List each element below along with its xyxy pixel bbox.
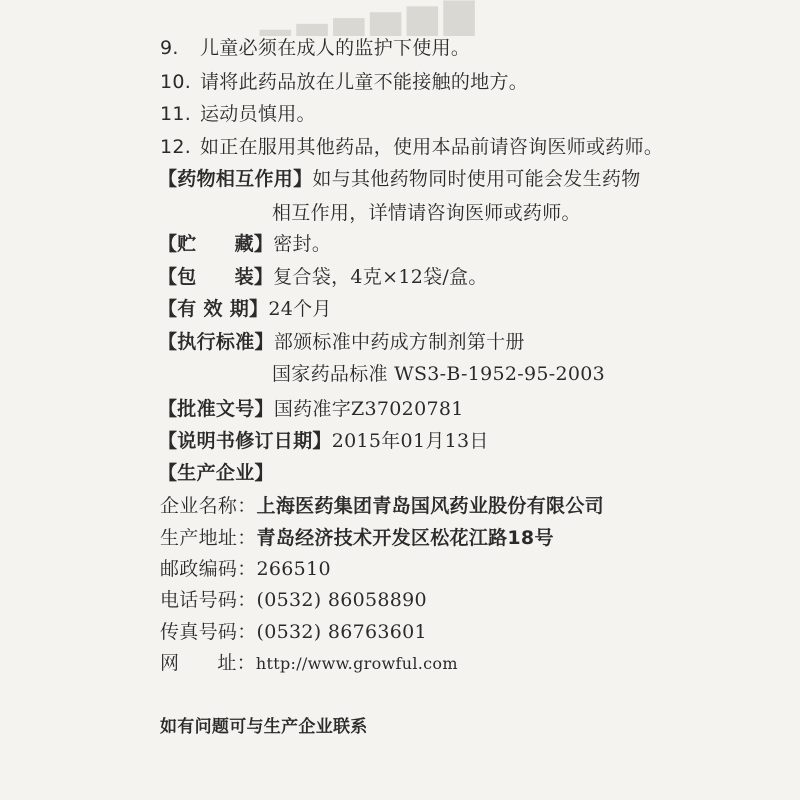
manufacturer-postcode-row	[160, 557, 331, 581]
warning-item	[160, 70, 528, 94]
standard-row	[158, 330, 525, 354]
contact-note-text: 如有问题可与生产企业联系	[160, 717, 368, 737]
interaction-label: 【药物相互作用】	[158, 168, 313, 190]
approval-label: 【批准文号】	[158, 398, 274, 420]
manufacturer-heading	[158, 461, 274, 485]
bleed-through-heading: ▁▂▃▄▅▆	[260, 0, 481, 36]
warning-text: 运动员慎用。	[200, 103, 316, 125]
manufacturer-fax-row	[160, 620, 427, 644]
packaging-row	[158, 265, 488, 289]
validity-label: 【有 效 期】	[158, 298, 269, 320]
interaction-row	[158, 167, 641, 191]
approval-value: 国药准字Z37020781	[273, 398, 464, 420]
warning-number: 10.	[160, 71, 192, 93]
phone-value: (0532) 86058890	[256, 589, 427, 611]
storage-value: 密封。	[273, 233, 332, 255]
manufacturer-name-row	[160, 494, 604, 518]
warning-item	[160, 36, 470, 60]
packaging-value: 复合袋，4克×12袋/盒。	[273, 266, 488, 288]
standard-value-continued: 国家药品标准 WS3-B-1952-95-2003	[272, 363, 606, 385]
storage-row	[158, 232, 331, 256]
fax-label: 传真号码：	[160, 621, 257, 643]
packaging-label-left: 【包	[158, 266, 197, 288]
address-label: 生产地址：	[160, 527, 257, 549]
contact-note	[160, 715, 368, 739]
address-value: 青岛经济技术开发区松花江路18号	[256, 527, 554, 549]
warning-item	[160, 102, 316, 126]
interaction-text: 如与其他药物同时使用可能会发生药物	[312, 168, 641, 190]
standard-label: 【执行标准】	[158, 331, 274, 353]
fax-value: (0532) 86763601	[256, 621, 427, 643]
manufacturer-address-row	[160, 526, 554, 550]
manufacturer-label: 【生产企业】	[158, 462, 274, 484]
warning-number: 9.	[160, 37, 179, 59]
packaging-label-right: 装】	[234, 266, 274, 288]
standard-value: 部颁标准中药成方制剂第十册	[273, 331, 525, 353]
standard-continuation	[272, 362, 605, 386]
manufacturer-phone-row	[160, 588, 427, 612]
postcode-label: 邮政编码：	[160, 558, 257, 580]
postcode-value: 266510	[256, 558, 331, 580]
revision-row	[158, 429, 489, 453]
storage-label-left: 【贮	[158, 233, 197, 255]
company-name-label: 企业名称：	[160, 495, 257, 517]
warning-number: 11.	[160, 103, 192, 125]
website-label-right: 址：	[217, 652, 256, 674]
warning-text: 如正在服用其他药品，使用本品前请咨询医师或药师。	[200, 136, 664, 158]
interaction-continuation	[272, 201, 581, 225]
approval-row	[158, 397, 464, 421]
website-label-left: 网	[160, 652, 180, 674]
warning-text: 儿童必须在成人的监护下使用。	[200, 37, 471, 59]
storage-label-right: 藏】	[234, 233, 274, 255]
company-name-value: 上海医药集团青岛国风药业股份有限公司	[256, 495, 604, 517]
website-value: http://www.growful.com	[255, 654, 458, 673]
interaction-text-continued: 相互作用，详情请咨询医师或药师。	[272, 202, 581, 224]
warning-item	[160, 135, 663, 159]
warning-number: 12.	[160, 136, 192, 158]
revision-label: 【说明书修订日期】	[158, 430, 332, 452]
validity-row	[158, 297, 332, 321]
warning-text: 请将此药品放在儿童不能接触的地方。	[200, 71, 529, 93]
phone-label: 电话号码：	[160, 589, 257, 611]
manufacturer-web-row	[160, 651, 458, 676]
validity-value: 24个月	[268, 298, 332, 320]
revision-value: 2015年01月13日	[331, 430, 489, 452]
